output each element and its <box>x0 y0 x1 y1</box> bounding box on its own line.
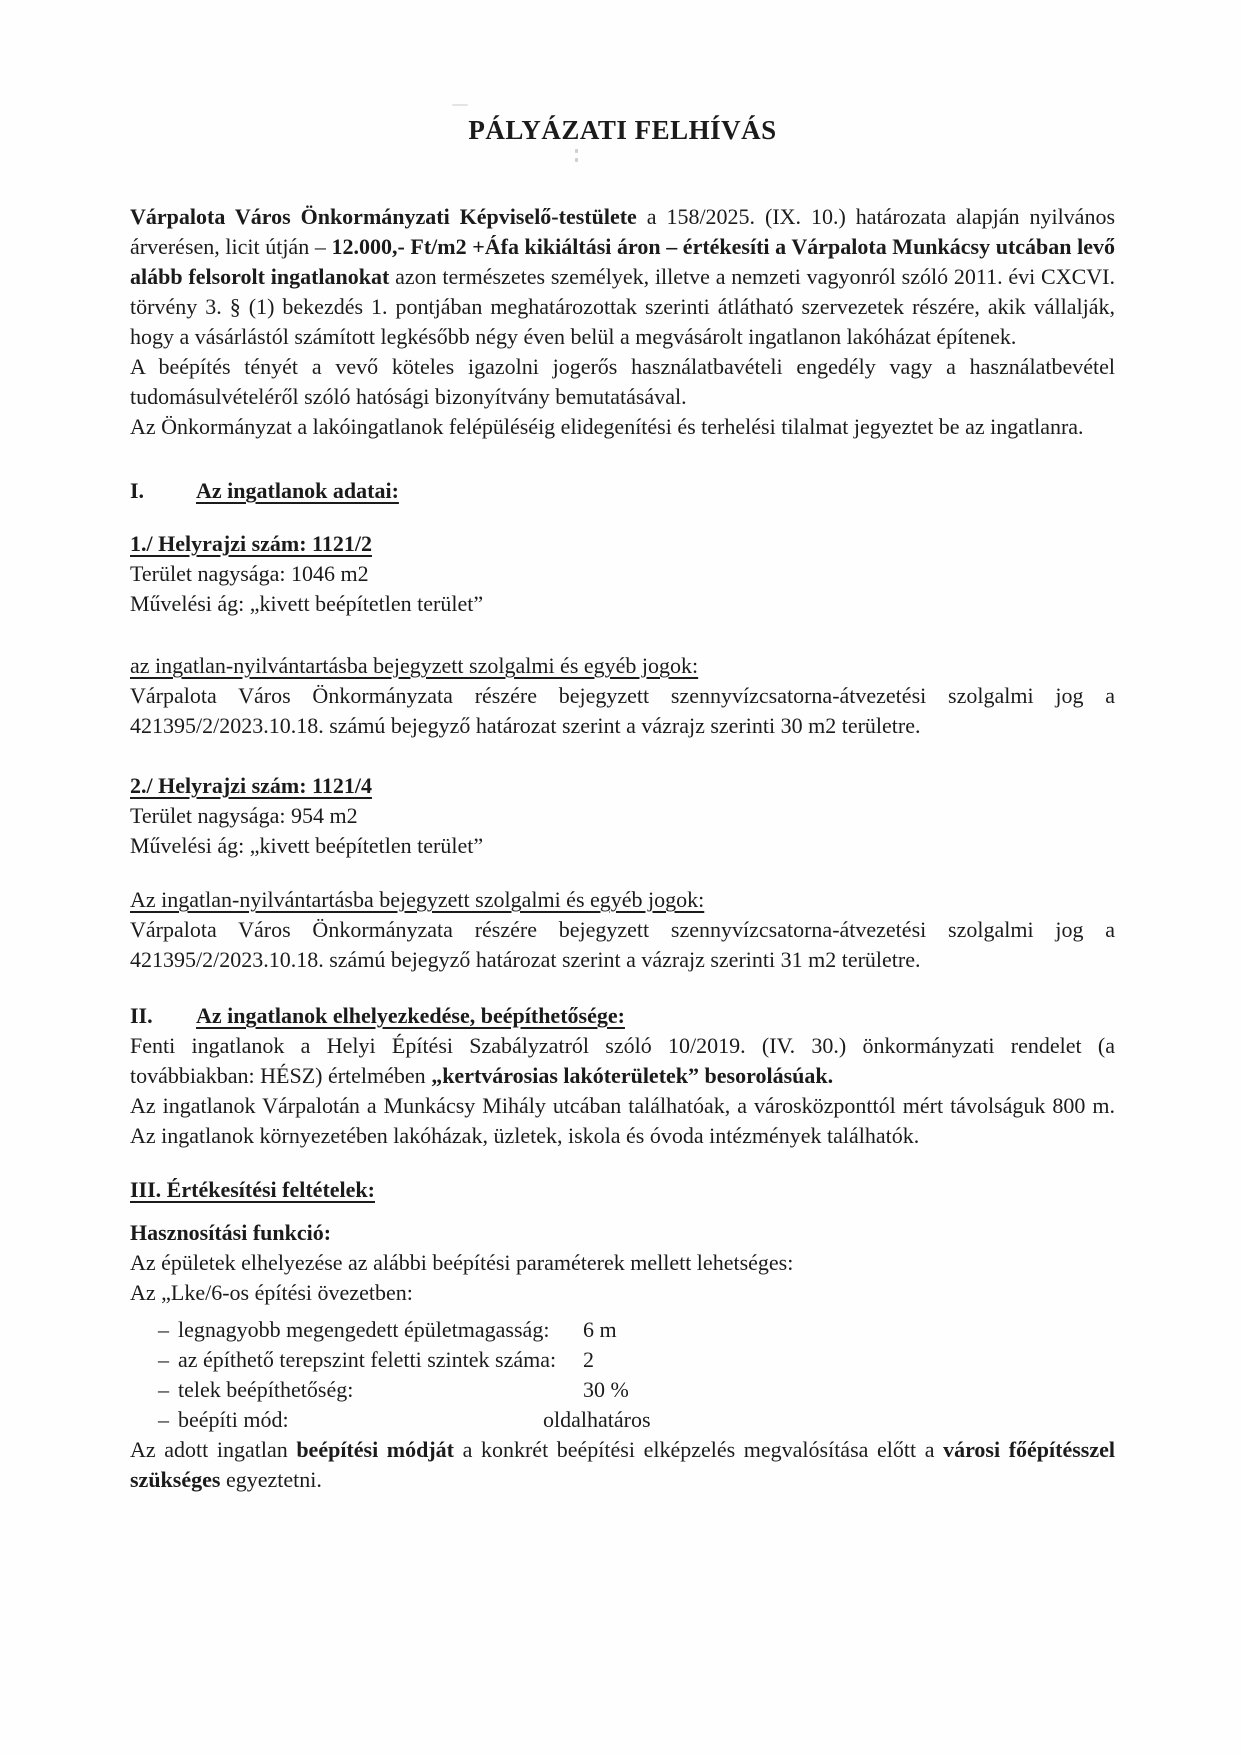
text-run: „kertvárosias lakóterületek” besorolásúak. <box>431 1063 834 1088</box>
property-2-cultivation: Művelési ág: „kivett beépítetlen terület” <box>130 833 484 858</box>
property-1-cultivation: Művelési ág: „kivett beépítetlen terület” <box>130 591 484 616</box>
parameter-value: 2 <box>583 1347 594 1372</box>
parameter-row-height <box>130 1315 1115 1345</box>
parameter-row-building-mode <box>130 1405 1115 1435</box>
text-run: egyeztetni. <box>220 1467 322 1492</box>
scan-speck <box>575 149 578 153</box>
text-run: városi főépítésszel szükséges <box>130 1437 1115 1492</box>
dash-bullet: – <box>158 1347 169 1372</box>
text-run: a 158/2025. (IX. 10.) határozata alapján nyilvános árverésen, licit útján – <box>130 204 1116 259</box>
parameter-value: oldalhatáros <box>543 1407 651 1432</box>
property-1-rights-heading-text: az ingatlan-nyilvántartásba bejegyzett szolgalmi és egyéb jogok: <box>130 653 699 678</box>
property-2-rights-heading-text: Az ingatlan-nyilvántartásba bejegyzett szolgalmi és egyéb jogok: <box>130 887 705 912</box>
text-run: 12.000,- Ft/m2 +Áfa kikiáltási áron – értékesíti a Várpalota Munkácsy utcában levő alább felsorolt ingatlanokat <box>130 234 1115 289</box>
section-2-title: Az ingatlanok elhelyezkedése, beépíthetősége: <box>196 1003 625 1028</box>
parameter-row-levels <box>130 1345 1115 1375</box>
parameter-value: 30 % <box>583 1377 629 1402</box>
scan-speck <box>452 104 468 106</box>
dash-bullet: – <box>158 1407 169 1432</box>
parameter-label: beépíti mód: <box>178 1407 289 1432</box>
text-run: A beépítés tényét a vevő köteles igazolni jogerős használatbavételi engedély vagy a használatbevétel tudomásulvételéről szóló hatósági bizonyítvány bemutatásával. <box>130 354 1115 409</box>
property-1-heading <box>130 529 1115 559</box>
property-1-parcel-number: 1./ Helyrajzi szám: 1121/2 <box>130 531 372 556</box>
text-run: Várpalota Város Önkormányzati Képviselő-testülete <box>130 204 637 229</box>
section-1-heading <box>130 476 1115 506</box>
dash-bullet: – <box>158 1377 169 1402</box>
section-2-paragraph-1 <box>130 1031 1115 1091</box>
utilization-subheading: Hasznosítási funkció: <box>130 1220 332 1245</box>
property-1-area: Terület nagysága: 1046 m2 <box>130 561 369 586</box>
property-1-rights-body: Várpalota Város Önkormányzata részére bejegyzett szennyvízcsatorna-átvezetési szolgalmi jog a 421395/2/2023.10.18. számú bejegyző határozat szerint a vázrajz szerinti 30 m2 területre. <box>130 683 1115 738</box>
intro-paragraph-2 <box>130 352 1115 412</box>
section-2-number: II. <box>130 1003 153 1028</box>
section-1-title: Az ingatlanok adatai: <box>196 478 399 503</box>
text-run: azon természetes személyek, illetve a nemzeti vagyonról szóló 2011. évi CXCVI. törvény 3. § (1) bekezdés 1. pontjában meghatározottak szerinti átlátható szervezetek részére, akik vállalják, hogy a vásárlástól számított legkésőbb négy éven belül a megvásárolt ingatlanon lakóházat építenek. <box>130 264 1115 349</box>
section-3-heading <box>130 1175 1115 1205</box>
text-run: Az adott ingatlan <box>130 1437 297 1462</box>
closing-paragraph <box>130 1435 1115 1495</box>
intro-paragraph-3 <box>130 412 1115 442</box>
document-title: PÁLYÁZATI FELHÍVÁS <box>468 115 777 145</box>
text-run: Az Önkormányzat a lakóingatlanok felépüléséig elidegenítési és terhelési tilalmat jegyeztet be az ingatlanra. <box>130 414 1084 439</box>
property-2-heading <box>130 771 1115 801</box>
dash-bullet: – <box>158 1317 169 1342</box>
text-run: Fenti ingatlanok a Helyi Építési Szabályzatról szóló 10/2019. (IV. 30.) önkormányzati rendelet (a továbbiakban: HÉSZ) értelmében <box>130 1033 1115 1088</box>
parameter-label: legnagyobb megengedett épületmagasság: <box>178 1317 550 1342</box>
section-2-heading <box>130 1001 1115 1031</box>
section-2-paragraph-2 <box>130 1091 1115 1151</box>
section-3-title: III. Értékesítési feltételek: <box>130 1177 375 1202</box>
parameter-label: az építhető terepszint feletti szintek száma: <box>178 1347 557 1372</box>
zone-line: Az „Lke/6-os építési övezetben: <box>130 1280 413 1305</box>
property-2-parcel-number: 2./ Helyrajzi szám: 1121/4 <box>130 773 372 798</box>
intro-paragraph-1 <box>130 202 1115 352</box>
property-2-rights-body: Várpalota Város Önkormányzata részére bejegyzett szennyvízcsatorna-átvezetési szolgalmi jog a 421395/2/2023.10.18. számú bejegyző határozat szerint a vázrajz szerinti 31 m2 területre. <box>130 917 1115 972</box>
property-1-rights-heading <box>130 651 1115 681</box>
parameter-value: 6 m <box>583 1317 617 1342</box>
section-1-number: I. <box>130 478 145 503</box>
parameter-row-coverage <box>130 1375 1115 1405</box>
parameter-label: telek beépíthetőség: <box>178 1377 354 1402</box>
scan-speck <box>575 158 578 162</box>
text-run: Az ingatlanok Várpalotán a Munkácsy Mihály utcában találhatóak, a városközponttól mért távolságuk 800 m. Az ingatlanok környezetében lakóházak, üzletek, iskola és óvoda intézmények találhatók. <box>130 1093 1115 1148</box>
property-2-area: Terület nagysága: 954 m2 <box>130 803 358 828</box>
text-run: a konkrét beépítési elképzelés megvalósítása előtt a <box>454 1437 944 1462</box>
text-run: beépítési módját <box>296 1437 455 1462</box>
property-2-rights-heading <box>130 885 1115 915</box>
parameters-lead: Az épületek elhelyezése az alábbi beépítési paraméterek mellett lehetséges: <box>130 1250 794 1275</box>
